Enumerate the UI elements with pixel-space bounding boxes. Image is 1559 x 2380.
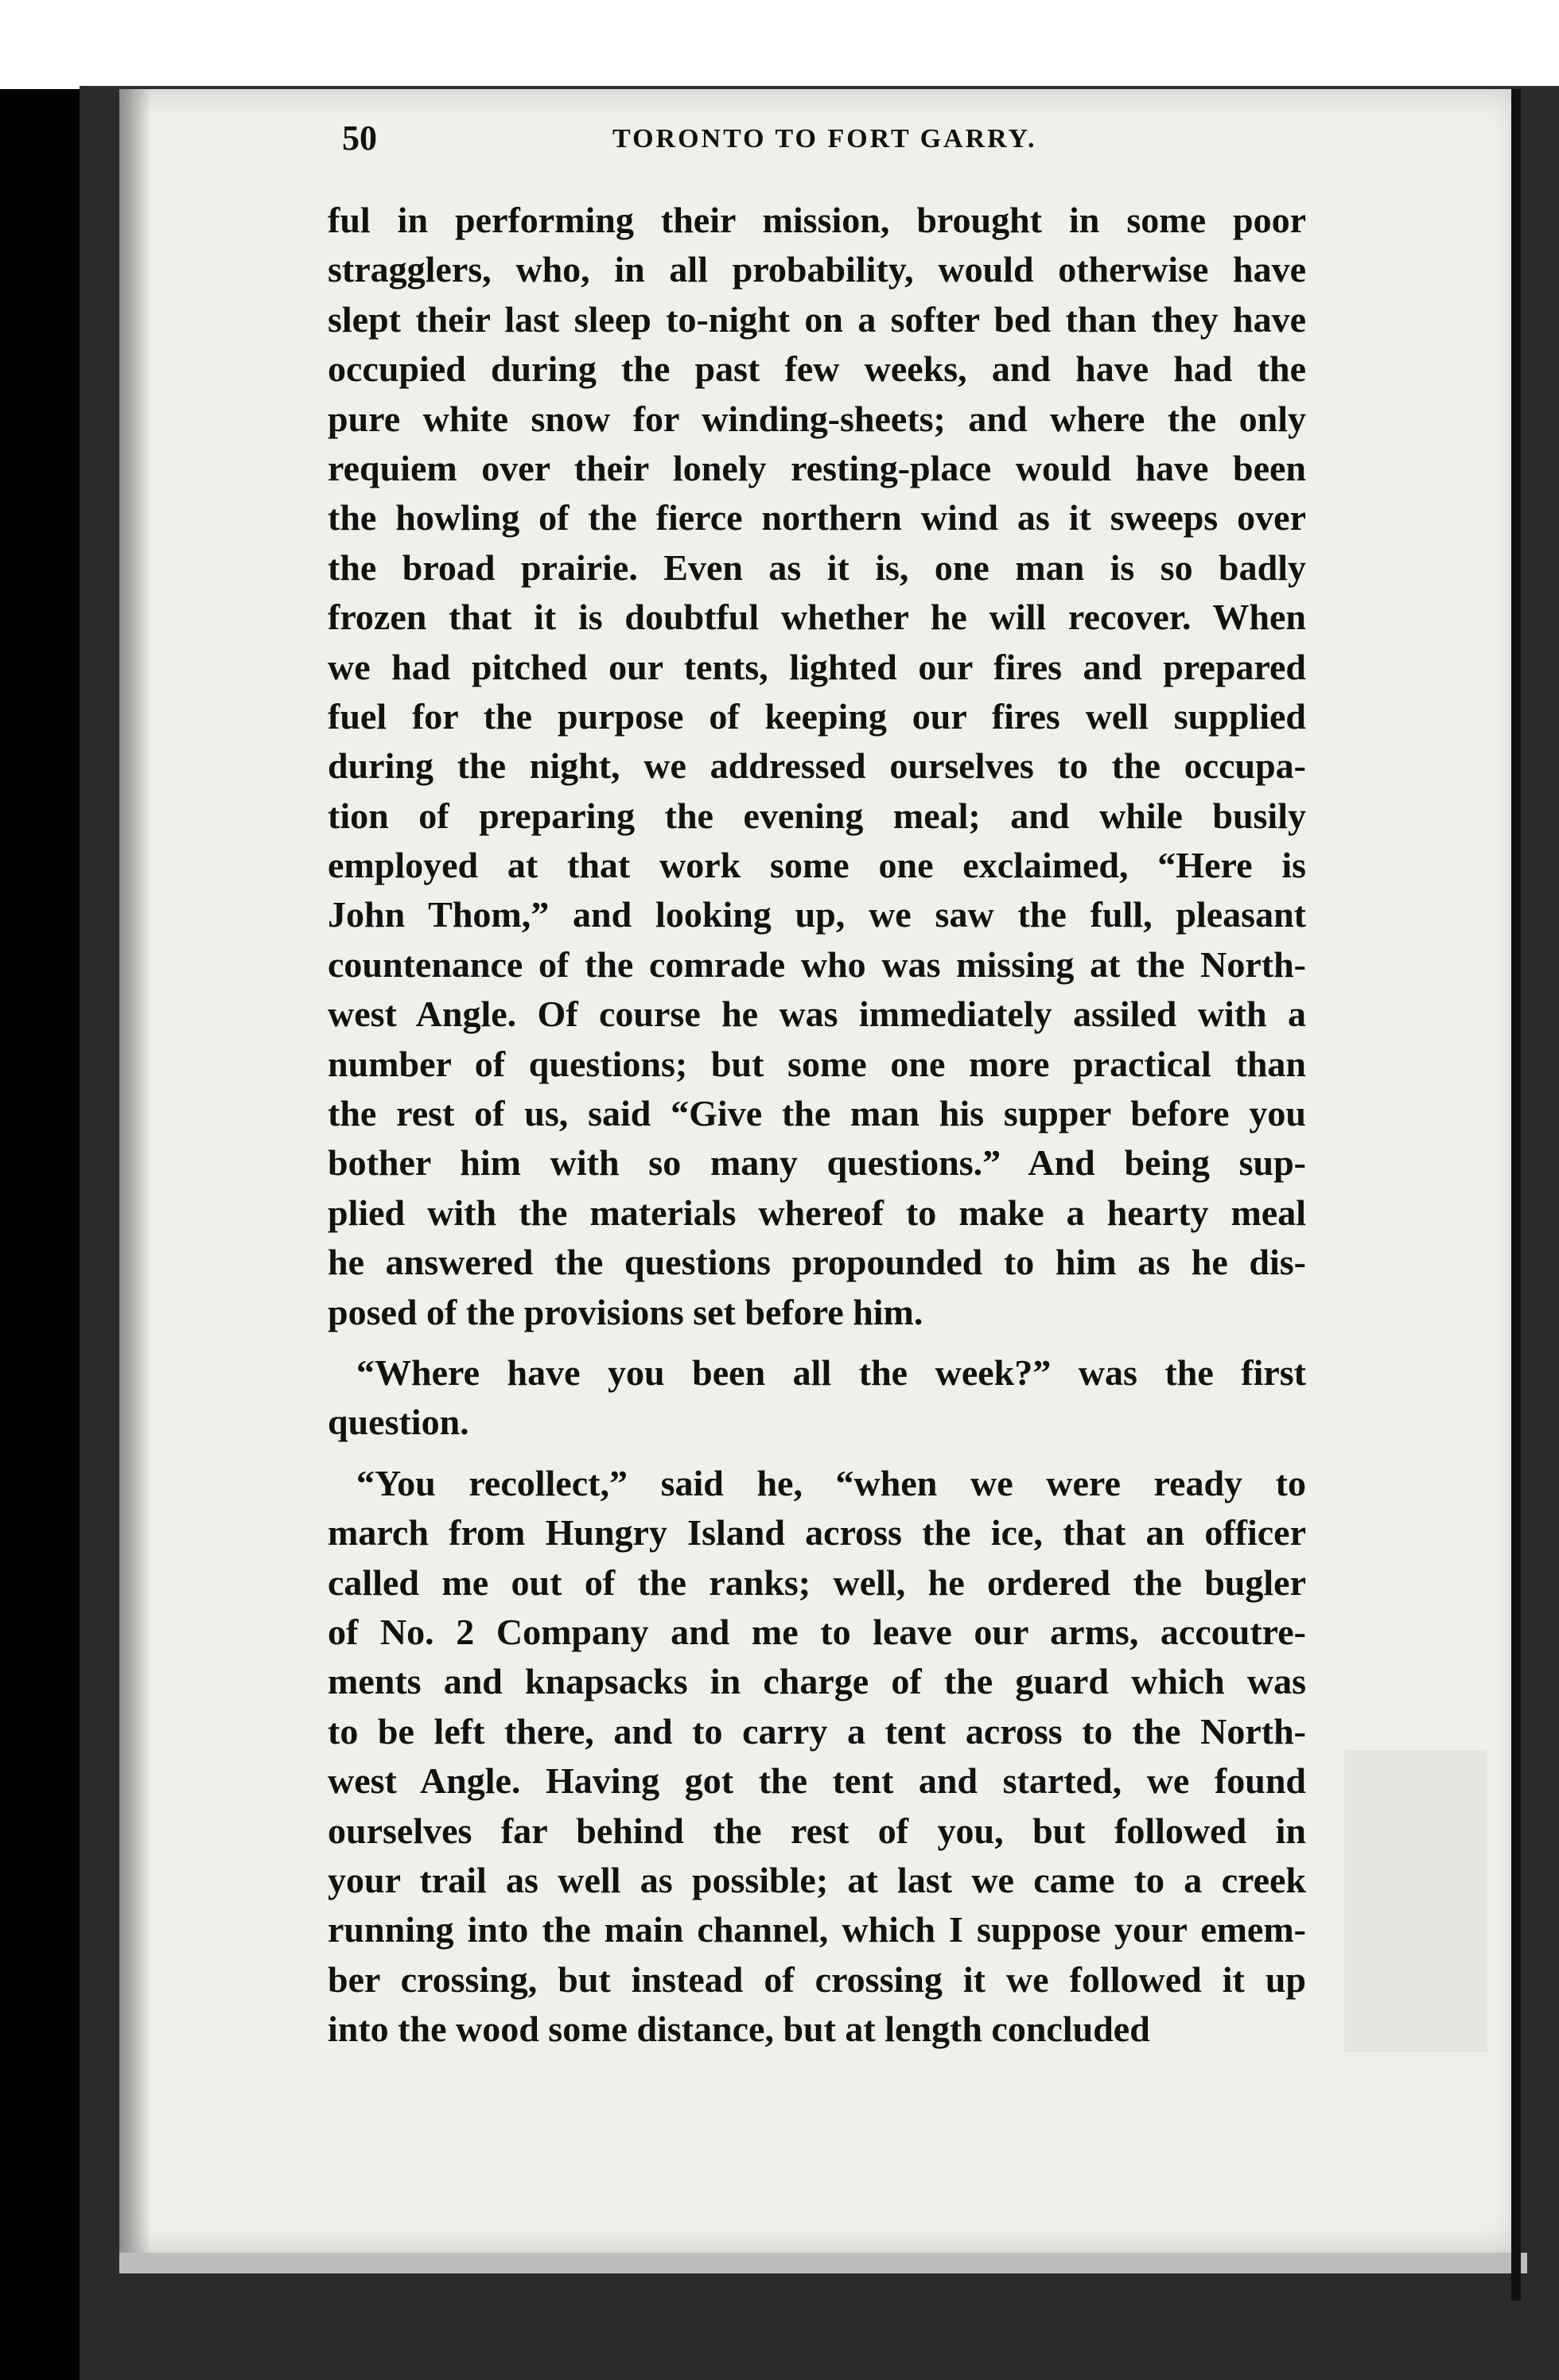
paragraph-gap	[328, 1448, 1306, 1459]
text-line: frozen that it is doubtful whether he will recover. When	[328, 597, 1306, 638]
text-line: posed of the provisions set before him.	[328, 1291, 923, 1332]
text-line: the rest of us, said “Give the man his supper before you	[328, 1093, 1306, 1134]
text-line: stragglers, who, in all probability, would otherwise have	[328, 249, 1306, 290]
bleed-through-smudge	[1344, 1750, 1487, 2052]
text-line: your trail as well as possible; at last we came to a creek	[328, 1859, 1306, 1900]
text-line: called me out of the ranks; well, he ordered the bugler	[328, 1561, 1306, 1603]
text-line: ful in performing their mission, brought in some poor	[328, 200, 1306, 240]
page-bottom-edge	[119, 2253, 1527, 2273]
text-line: we had pitched our tents, lighted our fires and prepared	[328, 646, 1306, 687]
text-line: ourselves far behind the rest of you, but followed in	[328, 1810, 1306, 1851]
text-line: tion of preparing the evening meal; and while busily	[328, 795, 1306, 836]
text-line: plied with the materials whereof to make a hearty meal	[328, 1192, 1306, 1233]
text-line: John Thom,” and looking up, we saw the full, pleasant	[328, 894, 1306, 935]
running-head: TORONTO TO FORT GARRY.	[612, 124, 1037, 154]
text-line: west Angle. Of course he was immediately assiled with a	[328, 994, 1306, 1035]
text-line: west Angle. Having got the tent and started, we found	[328, 1760, 1306, 1802]
text-line: occupied during the past few weeks, and have had the	[328, 348, 1306, 390]
text-line: question.	[328, 1402, 469, 1443]
body-text	[328, 196, 1306, 2054]
text-line: number of questions; but some one more practical than	[328, 1043, 1306, 1084]
text-line: ments and knapsacks in charge of the guard which was	[328, 1661, 1306, 1702]
paragraph	[328, 196, 1306, 1337]
text-line: fuel for the purpose of keeping our fires well supplied	[328, 695, 1306, 737]
binding-strip	[0, 89, 80, 2380]
text-line: bother him with so many questions.” And being sup-	[328, 1142, 1306, 1184]
text-line: “You recollect,” said he, “when we were ready to	[356, 1462, 1306, 1503]
text-line: pure white snow for winding-sheets; and where the only	[328, 398, 1306, 439]
paragraph-gap	[328, 1337, 1306, 1348]
text-line: employed at that work some one exclaimed, “Here is	[328, 845, 1306, 886]
text-line: of No. 2 Company and me to leave our arms, accoutre-	[328, 1611, 1306, 1652]
text-line: he answered the questions propounded to him as he dis-	[328, 1242, 1306, 1283]
text-line: ber crossing, but instead of crossing it we followed it up	[328, 1958, 1306, 2000]
page-number: 50	[342, 119, 377, 158]
text-line: the broad prairie. Even as it is, one man is so badly	[328, 546, 1306, 588]
text-line: requiem over their lonely resting-place would have been	[328, 447, 1306, 488]
page-right-edge	[1511, 89, 1521, 2300]
text-line: the howling of the fierce northern wind as it sweeps over	[328, 497, 1306, 539]
text-line: into the wood some distance, but at length concluded	[328, 2009, 1150, 2050]
gutter-shadow	[119, 89, 151, 2253]
paragraph	[328, 1459, 1306, 2055]
paragraph	[328, 1348, 1306, 1448]
text-line: slept their last sleep to-night on a softer bed than they have	[328, 298, 1306, 340]
text-line: to be left there, and to carry a tent across to the North-	[328, 1710, 1306, 1752]
page-header	[342, 118, 1440, 181]
text-line: during the night, we addressed ourselves to the occupa-	[328, 745, 1306, 787]
text-line: “Where have you been all the week?” was the first	[356, 1351, 1306, 1393]
text-line: running into the main channel, which I suppose your emem-	[328, 1909, 1306, 1950]
text-line: countenance of the comrade who was missing at the North-	[328, 943, 1306, 985]
text-line: march from Hungry Island across the ice, that an officer	[328, 1512, 1306, 1554]
